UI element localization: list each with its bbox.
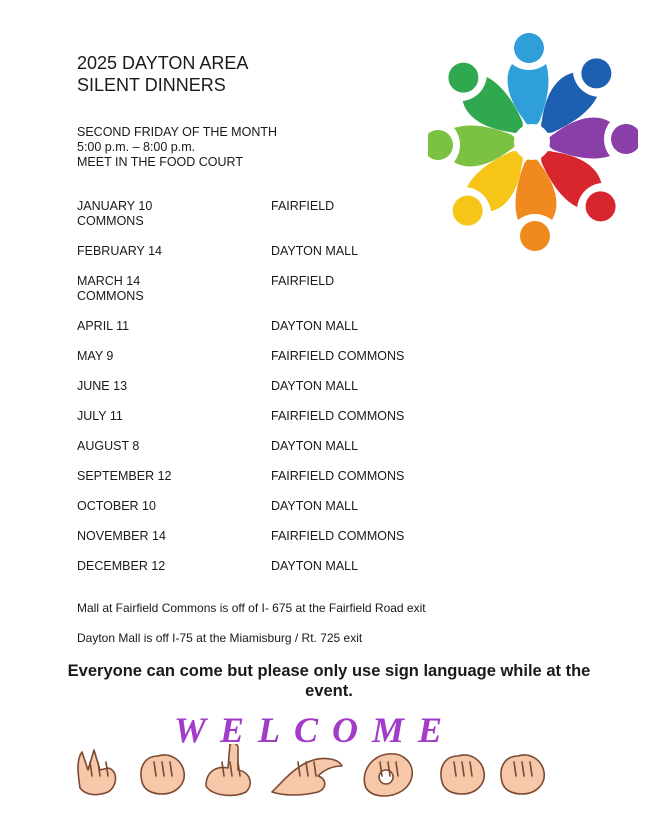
schedule-date: MAY 9 <box>77 349 114 363</box>
schedule-list <box>77 199 477 589</box>
sign-hand <box>441 755 484 794</box>
schedule-location: FAIRFIELD <box>271 199 335 213</box>
page-title <box>77 52 248 96</box>
event-info <box>77 125 277 170</box>
schedule-row <box>77 349 477 379</box>
schedule-date: JUNE 13 <box>77 379 128 393</box>
info-frequency: SECOND FRIDAY OF THE MONTH <box>77 125 278 139</box>
sign-hand <box>272 759 342 795</box>
schedule-row <box>77 199 477 244</box>
schedule-row <box>77 499 477 529</box>
sign-hand <box>141 755 184 794</box>
schedule-row <box>77 274 477 319</box>
sign-hand <box>78 750 116 795</box>
schedule-location: FAIRFIELD <box>271 274 335 288</box>
info-time: 5:00 p.m. – 8:00 p.m. <box>77 140 196 154</box>
info-location: MEET IN THE FOOD COURT <box>77 155 243 169</box>
schedule-row <box>77 379 477 409</box>
schedule-row <box>77 559 477 589</box>
schedule-location-continuation: COMMONS <box>77 214 144 228</box>
schedule-row <box>77 439 477 469</box>
title-line-2: SILENT DINNERS <box>77 75 226 95</box>
fairfield-directions: Mall at Fairfield Commons is off of I- 675 at the Fairfield Road exit <box>77 601 426 615</box>
schedule-location: DAYTON MALL <box>271 499 359 513</box>
schedule-date: AUGUST 8 <box>77 439 140 453</box>
title-line-1: 2025 DAYTON AREA <box>77 53 249 73</box>
schedule-location: FAIRFIELD COMMONS <box>271 409 405 423</box>
schedule-date: JANUARY 10 <box>77 199 153 213</box>
schedule-location: FAIRFIELD COMMONS <box>271 469 405 483</box>
schedule-date: JULY 11 <box>77 409 123 423</box>
sign-language-callout: Everyone can come but please only use sign language while at the event. <box>67 662 591 700</box>
schedule-location: FAIRFIELD COMMONS <box>271 529 405 543</box>
schedule-date: APRIL 11 <box>77 319 130 333</box>
schedule-row <box>77 244 477 274</box>
schedule-row <box>77 469 477 499</box>
schedule-row <box>77 409 477 439</box>
schedule-row <box>77 529 477 559</box>
schedule-date: NOVEMBER 14 <box>77 529 166 543</box>
dayton-directions: Dayton Mall is off I-75 at the Miamisburg / Rt. 725 exit <box>77 631 363 645</box>
asl-hands-icon <box>72 744 552 798</box>
schedule-location: DAYTON MALL <box>271 244 359 258</box>
schedule-location: DAYTON MALL <box>271 559 359 573</box>
schedule-location: FAIRFIELD COMMONS <box>271 349 405 363</box>
schedule-date: DECEMBER 12 <box>77 559 166 573</box>
welcome-text: WELCOME <box>173 710 457 750</box>
sign-hand <box>364 754 412 796</box>
schedule-location: DAYTON MALL <box>271 439 359 453</box>
schedule-location: DAYTON MALL <box>271 379 359 393</box>
schedule-location-continuation: COMMONS <box>77 289 144 303</box>
schedule-row <box>77 319 477 349</box>
sign-hand <box>206 744 250 795</box>
schedule-date: FEBRUARY 14 <box>77 244 162 258</box>
schedule-location: DAYTON MALL <box>271 319 359 333</box>
sign-hand <box>501 755 544 794</box>
schedule-date: SEPTEMBER 12 <box>77 469 172 483</box>
schedule-date: OCTOBER 10 <box>77 499 156 513</box>
schedule-date: MARCH 14 <box>77 274 141 288</box>
